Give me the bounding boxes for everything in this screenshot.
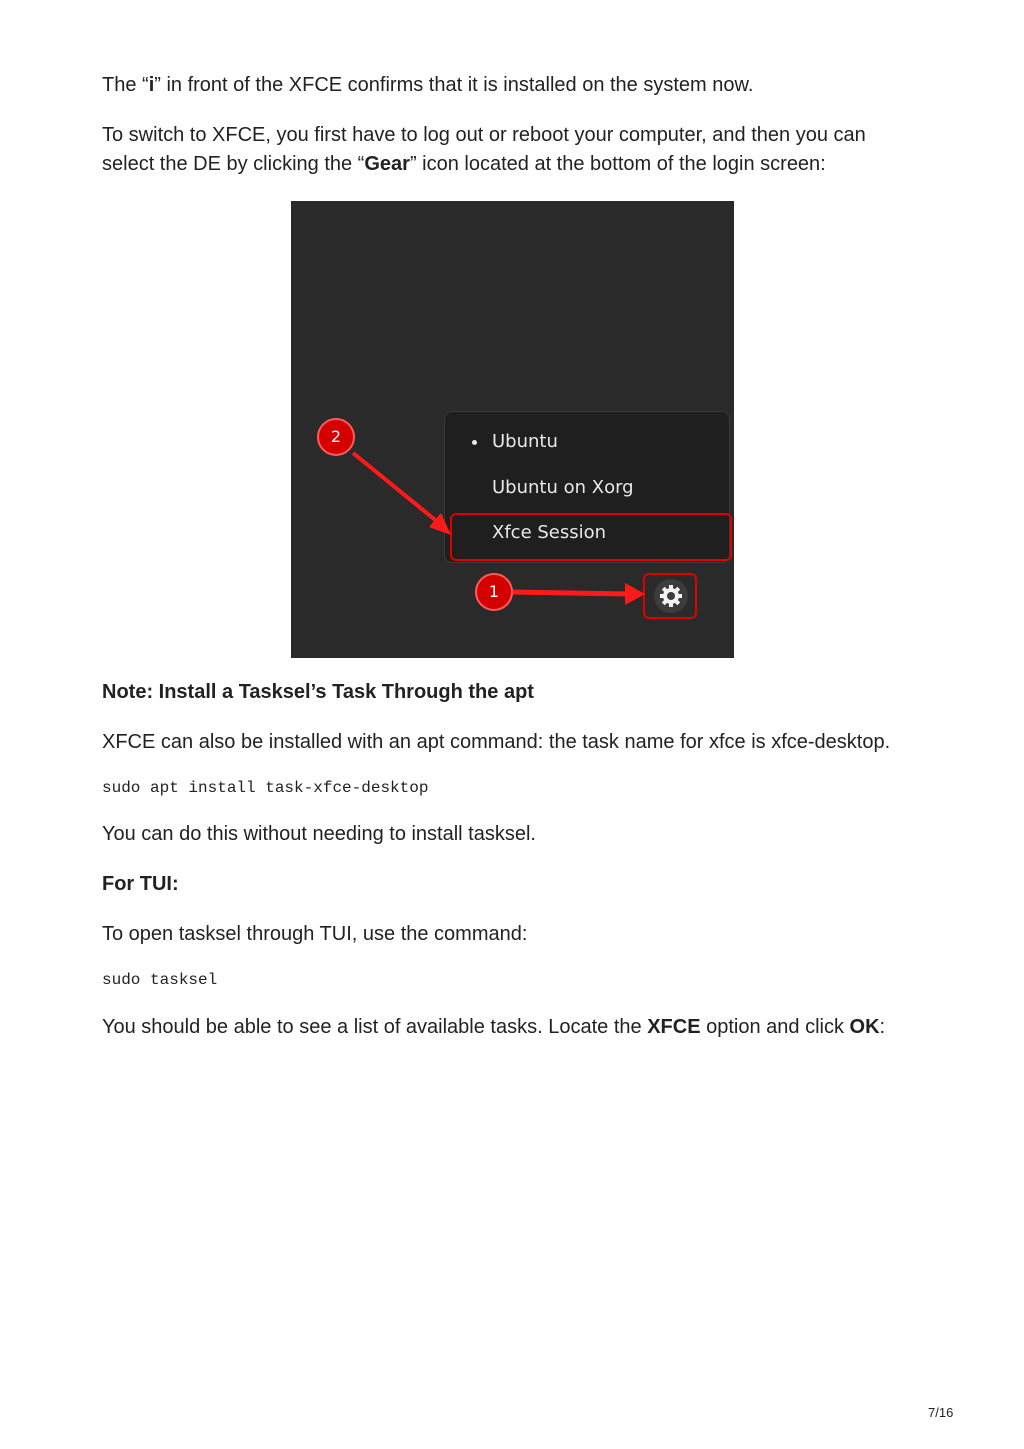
login-screen-screenshot (291, 201, 734, 658)
menu-item-ubuntu[interactable]: Ubuntu (492, 431, 558, 452)
paragraph-no-tasksel: You can do this without needing to install tasksel. (102, 823, 536, 845)
code-apt-install: sudo apt install task-xfce-desktop (102, 779, 429, 797)
text-run: ” in front of the XFCE confirms that it is installed on the system now. (154, 74, 754, 96)
paragraph-tui: To open tasksel through TUI, use the command: (102, 923, 528, 945)
badge-1: 1 (475, 573, 513, 611)
bold-run: XFCE (647, 1016, 701, 1038)
text-run: : (879, 1016, 886, 1038)
paragraph-apt: XFCE can also be installed with an apt command: the task name for xfce is xfce-desktop. (102, 731, 891, 753)
paragraph-installed (102, 71, 753, 100)
text-run: To switch to XFCE, you first have to log out or reboot your computer, and then you can (102, 124, 866, 146)
badge-2: 2 (317, 418, 355, 456)
note-heading: Note: Install a Tasksel’s Task Through the apt (102, 681, 534, 703)
bold-run: OK (849, 1016, 880, 1038)
tui-heading: For TUI: (102, 873, 179, 895)
page-number: 7/16 (928, 1405, 954, 1420)
bold-run: i (148, 74, 155, 96)
text-run: ” icon located at the bottom of the login screen: (409, 153, 826, 175)
text-run: select the DE by clicking the “ (102, 153, 365, 175)
menu-item-ubuntu-xorg[interactable]: Ubuntu on Xorg (492, 477, 634, 498)
paragraph-switch-line2 (102, 150, 826, 179)
bold-run: Gear (364, 153, 410, 175)
text-run: The “ (102, 74, 149, 96)
paragraph-switch (102, 121, 866, 150)
paragraph-locate (102, 1013, 885, 1042)
text-run: option and click (700, 1016, 850, 1038)
text-run: You should be able to see a list of available tasks. Locate the (102, 1016, 648, 1038)
code-tasksel: sudo tasksel (102, 971, 218, 989)
menu-item-xfce-session[interactable]: Xfce Session (492, 522, 607, 543)
